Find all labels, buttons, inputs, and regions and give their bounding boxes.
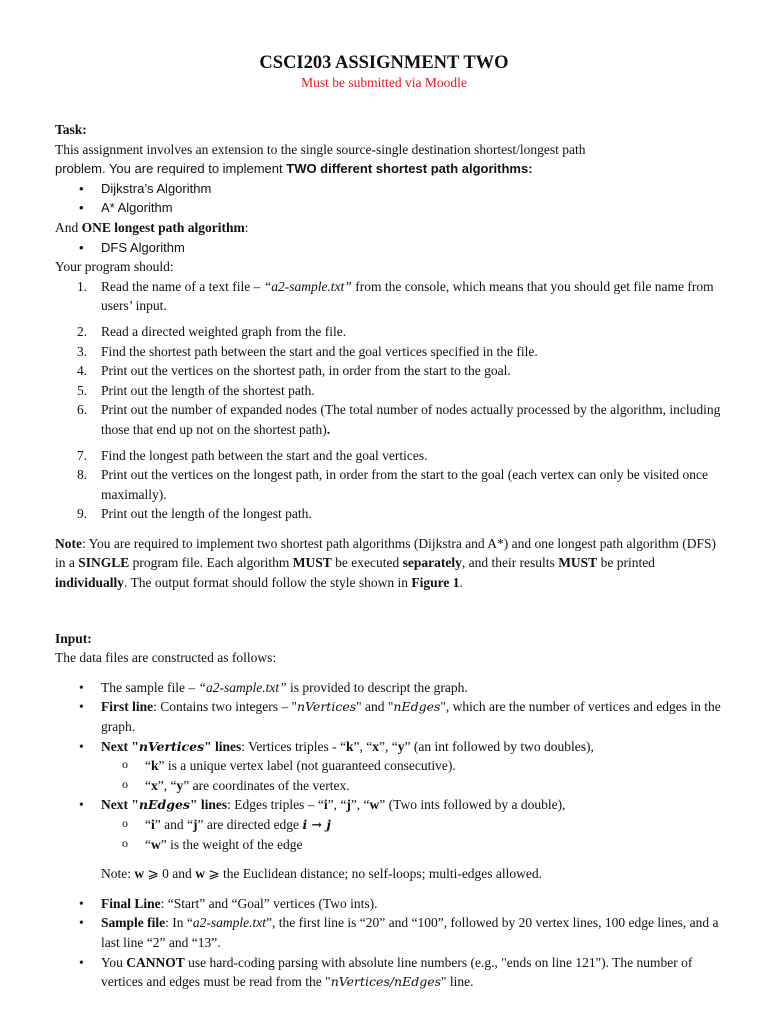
list-item: • DFS Algorithm — [55, 238, 723, 258]
list-item: 5. Print out the length of the shortest path. — [77, 382, 315, 398]
list-item: • Next "nVertices" lines: Vertices triples - “k”, “x”, “y” (an int followed by two doubles), — [55, 737, 723, 757]
list-item: o “x”, “y” are coordinates of the vertex. — [55, 776, 723, 796]
weight-note: Note: w ⩾ 0 and w ⩾ the Euclidean distance; no self-loops; multi-edges allowed. — [101, 866, 543, 882]
list-item: 8. Print out the vertices on the longest path, in order from the start to the goal (each vertex can only be visited once maximally). — [77, 467, 708, 502]
list-item: • You CANNOT use hard-coding parsing with absolute line numbers (e.g., "ends on line 121"). The number of vertices and edges must be read from the "nVertices/nEdges" line. — [55, 953, 723, 992]
list-item: • Final Line: “Start” and “Goal” vertices (Two ints). — [55, 894, 723, 914]
edge-sublist — [55, 815, 723, 854]
shortest-algorithm-list — [55, 179, 723, 218]
input-intro: The data files are constructed as follows: — [55, 650, 277, 666]
list-item: 4. Print out the vertices on the shortest path, in order from the start to the goal. — [77, 363, 511, 379]
input-spec-list — [55, 678, 723, 756]
submission-note: Must be submitted via Moodle — [301, 75, 467, 90]
list-item: 1. Read the name of a text file – “a2-sample.txt” from the console, which means that you should get file name from users’ input. — [77, 278, 714, 314]
input-spec-list-2 — [55, 894, 723, 992]
list-item: • A* Algorithm — [55, 198, 723, 218]
list-item: 3. Find the shortest path between the start and the goal vertices specified in the file. — [77, 343, 538, 359]
edge-spec-list — [55, 795, 723, 815]
task-intro-2: problem. You are required to implement TWO different shortest path algorithms: — [55, 161, 533, 177]
list-item: • First line: Contains two integers – "nVertices" and "nEdges", which are the number of vertices and edges in the graph. — [55, 697, 723, 736]
list-item: 6. Print out the number of expanded nodes (The total number of nodes actually processed by the algorithm, including those that end up not on the shortest path). — [77, 402, 721, 437]
longest-algorithm-list — [55, 238, 723, 258]
vertex-sublist — [55, 756, 723, 795]
list-item: • Next "nEdges" lines: Edges triples – “i”, “j”, “w” (Two ints followed by a double), — [55, 795, 723, 815]
page-title: CSCI203 ASSIGNMENT TWO — [259, 53, 509, 73]
list-item: • Dijkstra’s Algorithm — [55, 179, 723, 199]
list-item: 9. Print out the length of the longest path. — [77, 506, 312, 522]
requirements-list — [55, 277, 723, 524]
input-heading: Input: — [55, 630, 92, 646]
task-intro: This assignment involves an extension to the single source-single destination shortest/longest path — [55, 141, 586, 157]
list-item: 2. Read a directed weighted graph from the file. — [77, 323, 347, 339]
list-item: o “k” is a unique vertex label (not guaranteed consecutive). — [55, 756, 723, 776]
document-body — [55, 120, 723, 992]
program-should: Your program should: — [55, 259, 174, 275]
list-item: o “w” is the weight of the edge — [55, 835, 723, 855]
note-paragraph: Note: You are required to implement two shortest path algorithms (Dijkstra and A*) and one longest path algorithm (DFS) in a SINGLE program file. Each algorithm MUST be executed separately, and their results MUST be printed individually. The output format should follow the style shown in Figure 1. — [55, 535, 717, 591]
task-heading: Task: — [55, 122, 87, 137]
longest-intro: And ONE longest path algorithm: — [55, 219, 249, 235]
list-item: 7. Find the longest path between the start and the goal vertices. — [77, 447, 428, 463]
list-item: • The sample file – “a2-sample.txt” is provided to descript the graph. — [55, 678, 723, 698]
list-item: o “i” and “j” are directed edge i → j — [55, 815, 723, 835]
list-item: • Sample file: In “a2-sample.txt”, the first line is “20” and “100”, followed by 20 vertex lines, 100 edge lines, and a last line “2” and “13”. — [55, 913, 723, 952]
